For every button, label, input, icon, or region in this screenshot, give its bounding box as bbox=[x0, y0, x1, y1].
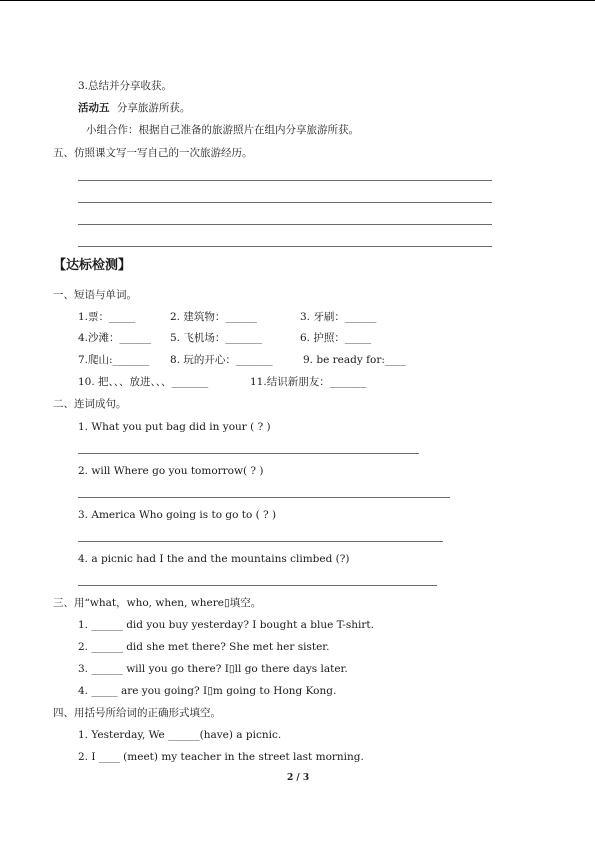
writing-line-4 bbox=[78, 246, 492, 247]
answer-line bbox=[78, 453, 419, 454]
answer-line bbox=[78, 541, 443, 542]
activity-5 bbox=[78, 101, 190, 115]
q4-item: 2. I ____ (meet) my teacher in the street last morning. bbox=[78, 751, 364, 763]
q1-item: 5. 飞机场：_______ bbox=[170, 332, 263, 344]
q1-item: 11.结识新朋友：_______ bbox=[250, 376, 367, 388]
q1-item: 2. 建筑物：______ bbox=[170, 311, 257, 323]
q1-heading: 一、短语与单词。 bbox=[53, 289, 137, 301]
q1-item: 7.爬山:_______ bbox=[78, 354, 150, 366]
part-5-heading: 五、仿照课文写一写自己的一次旅游经历。 bbox=[53, 147, 253, 159]
writing-line-2 bbox=[78, 202, 492, 203]
q1-item: 9. be ready for:____ bbox=[303, 354, 406, 366]
writing-line-1 bbox=[78, 180, 492, 181]
q2-heading: 二、连词成句。 bbox=[53, 398, 127, 410]
q1-item: 1.票：_____ bbox=[78, 311, 136, 323]
q3-item: 2. ______ did she met there? She met her sister. bbox=[78, 641, 330, 653]
q1-item: 6. 护照：_____ bbox=[300, 332, 372, 344]
q1-item: 3. 牙刷：______ bbox=[300, 311, 377, 323]
q1-item: 10. 把、、、放进、、、_______ bbox=[78, 376, 209, 388]
q2-item: 3. America Who going is to go to ( ? ) bbox=[78, 509, 277, 521]
answer-line bbox=[78, 585, 437, 586]
group-work-text: 小组合作：根据自己准备的旅游照片在组内分享旅游所获。 bbox=[86, 124, 359, 136]
q4-heading: 四、用括号所给词的正确形式填空。 bbox=[53, 707, 221, 719]
writing-line-3 bbox=[78, 224, 492, 225]
step-3-text: 3.总结并分享收获。 bbox=[78, 80, 173, 92]
page-number: 2 / 3 bbox=[287, 773, 310, 783]
q2-item: 1. What you put bag did in your ( ? ) bbox=[78, 421, 271, 433]
section-title: 【达标检测】 bbox=[53, 258, 132, 273]
q2-item: 4. a picnic had I the and the mountains climbed (?) bbox=[78, 553, 350, 565]
q1-item: 4.沙滩：______ bbox=[78, 332, 152, 344]
q3-item: 3. ______ will you go there? I▯ll go there days later. bbox=[78, 663, 348, 675]
q3-item: 1. ______ did you buy yesterday? I bought a blue T-shirt. bbox=[78, 619, 374, 631]
answer-line bbox=[78, 497, 450, 498]
q2-item: 2. will Where go you tomorrow( ? ) bbox=[78, 465, 264, 477]
top-border bbox=[0, 0, 595, 1]
activity-5-text: 分享旅游所获。 bbox=[116, 102, 191, 114]
q4-item: 1. Yesterday, We ______(have) a picnic. bbox=[78, 729, 282, 741]
q3-item: 4. _____ are you going? I▯m going to Hong Kong. bbox=[78, 685, 337, 697]
activity-5-label: 活动五 bbox=[78, 102, 110, 114]
q3-heading: 三、用“what，who, when, where▯填空。 bbox=[53, 597, 262, 609]
q1-item: 8. 玩的开心：_______ bbox=[170, 354, 273, 366]
